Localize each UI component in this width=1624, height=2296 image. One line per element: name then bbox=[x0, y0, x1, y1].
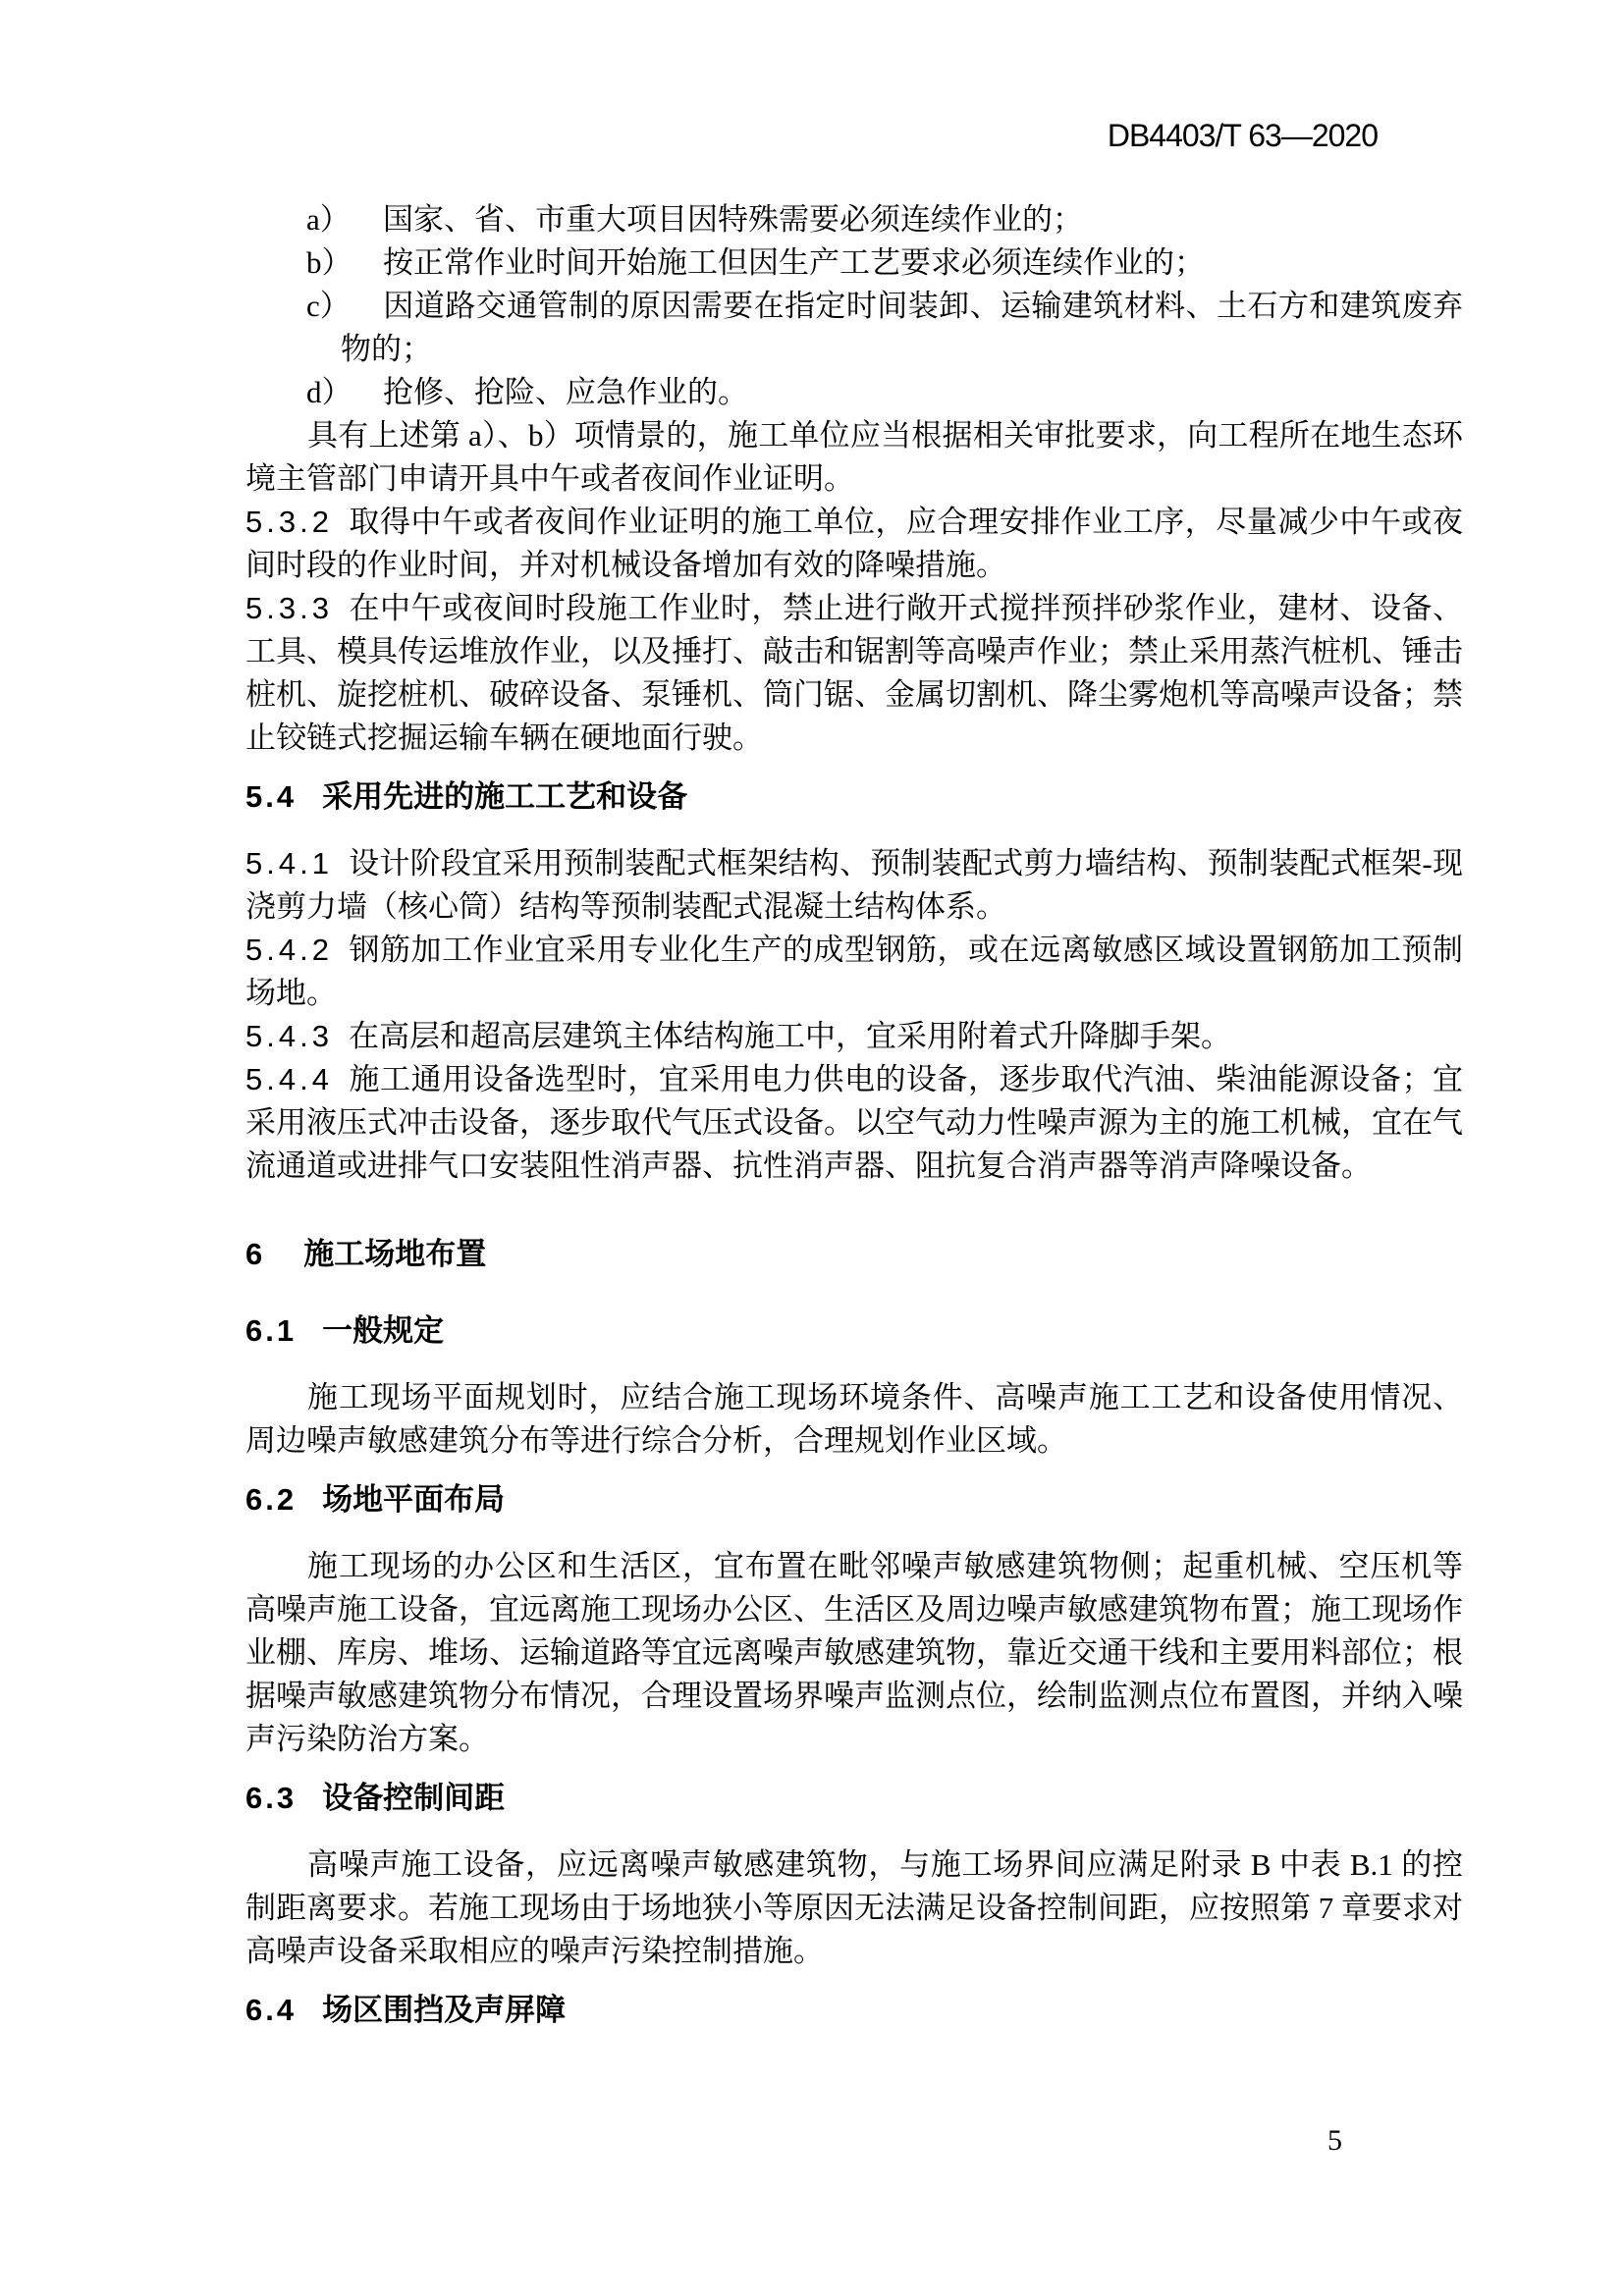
section-heading bbox=[245, 1478, 1463, 1522]
clause-text: 在中午或夜间时段施工作业时，禁止进行敞开式搅拌预拌砂浆作业，建材、设备、工具、模具传运堆放作业，以及捶打、敲击和锯割等高噪声作业；禁止采用蒸汽桩机、锤击桩机、旋挖桩机、破碎设备、泵锤机、筒门锯、金属切割机、降尘雾炮机等高噪声设备；禁止铰链式挖掘运输车辆在硬地面行驶。 bbox=[245, 591, 1463, 755]
clause-paragraph bbox=[245, 501, 1463, 587]
clause-paragraph bbox=[245, 842, 1463, 929]
clause-paragraph bbox=[245, 587, 1463, 760]
list-item bbox=[245, 198, 1463, 241]
section-title: 设备控制间距 bbox=[322, 1781, 506, 1815]
clause-number: 5.4.2 bbox=[245, 933, 333, 967]
section-number: 6.3 bbox=[245, 1781, 298, 1815]
section-title: 场区围挡及声屏障 bbox=[322, 1993, 567, 2027]
clause-number: 5.3.3 bbox=[245, 591, 333, 625]
clause-text: 钢筋加工作业宜采用专业化生产的成型钢筋，或在远离敏感区域设置钢筋加工预制场地。 bbox=[245, 933, 1463, 1010]
list-item-text: 国家、省、市重大项目因特殊需要必须连续作业的； bbox=[383, 202, 1083, 237]
list-item-label: c） bbox=[306, 289, 351, 323]
section-heading bbox=[245, 1309, 1463, 1353]
section-number: 6.1 bbox=[245, 1313, 298, 1348]
section-title: 采用先进的施工工艺和设备 bbox=[322, 779, 688, 814]
chapter-number: 6 bbox=[245, 1237, 263, 1271]
section-number: 6.4 bbox=[245, 1993, 298, 2027]
section-title: 一般规定 bbox=[322, 1313, 445, 1348]
list-item-label: d） bbox=[306, 375, 352, 409]
list-item bbox=[245, 285, 1463, 371]
document-body bbox=[245, 0, 1463, 2056]
section-heading bbox=[245, 775, 1463, 819]
section-heading bbox=[245, 1989, 1463, 2032]
list-item bbox=[245, 241, 1463, 285]
list-item-text: 因道路交通管制的原因需要在指定时间装卸、运输建筑材料、土石方和建筑废弃物的； bbox=[341, 289, 1463, 366]
list-item-label: a） bbox=[306, 202, 351, 237]
clause-number: 5.3.2 bbox=[245, 505, 333, 539]
chapter-title: 施工场地布置 bbox=[303, 1237, 487, 1271]
page-number: 5 bbox=[1327, 2124, 1342, 2157]
clause-number: 5.4.3 bbox=[245, 1019, 333, 1053]
paragraph: 高噪声施工设备，应远离噪声敏感建筑物，与施工场界间应满足附录 B 中表 B.1 的控制距离要求。若施工现场由于场地狭小等原因无法满足设备控制间距，应按照第 7 章要求对高噪声设备采取相应的噪声污染控制措施。 bbox=[245, 1847, 1463, 1968]
paragraph: 具有上述第 a）、b）项情景的，施工单位应当根据相关审批要求，向工程所在地生态环境主管部门申请开具中午或者夜间作业证明。 bbox=[245, 418, 1463, 496]
list-item-text: 按正常作业时间开始施工但因生产工艺要求必须连续作业的； bbox=[383, 245, 1205, 280]
list-item bbox=[245, 371, 1463, 414]
paragraph: 施工现场的办公区和生活区，宜布置在毗邻噪声敏感建筑物侧；起重机械、空压机等高噪声施工设备，宜远离施工现场办公区、生活区及周边噪声敏感建筑物布置；施工现场作业棚、库房、堆场、运输道路等宜远离噪声敏感建筑物，靠近交通干线和主要用料部位；根据噪声敏感建筑物分布情况，合理设置场界噪声监测点位，绘制监测点位布置图，并纳入噪声污染防治方案。 bbox=[245, 1549, 1463, 1756]
clause-text: 设计阶段宜采用预制装配式框架结构、预制装配式剪力墙结构、预制装配式框架-现浇剪力墙（核心筒）结构等预制装配式混凝土结构体系。 bbox=[245, 846, 1463, 924]
paragraph: 施工现场平面规划时，应结合施工现场环境条件、高噪声施工工艺和设备使用情况、周边噪声敏感建筑分布等进行综合分析，合理规划作业区域。 bbox=[245, 1380, 1463, 1458]
clause-paragraph bbox=[245, 929, 1463, 1015]
section-heading bbox=[245, 1777, 1463, 1820]
section-title: 场地平面布局 bbox=[322, 1482, 506, 1517]
chapter-heading bbox=[245, 1233, 1463, 1276]
clause-paragraph bbox=[245, 1015, 1463, 1058]
list-item-text: 抢修、抢险、应急作业的。 bbox=[383, 375, 748, 409]
list-item-label: b） bbox=[306, 245, 352, 280]
clause-text: 施工通用设备选型时，宜采用电力供电的设备，逐步取代汽油、柴油能源设备；宜采用液压式冲击设备，逐步取代气压式设备。以空气动力性噪声源为主的施工机械，宜在气流通道或进排气口安装阻性消声器、抗性消声器、阻抗复合消声器等消声降噪设备。 bbox=[245, 1062, 1463, 1183]
clause-number: 5.4.4 bbox=[245, 1062, 333, 1096]
document-number-header: DB4403/T 63—2020 bbox=[1107, 118, 1378, 153]
clause-number: 5.4.1 bbox=[245, 846, 333, 881]
section-number: 5.4 bbox=[245, 779, 298, 814]
clause-text: 取得中午或者夜间作业证明的施工单位，应合理安排作业工序，尽量减少中午或夜间时段的作业时间，并对机械设备增加有效的降噪措施。 bbox=[245, 505, 1463, 582]
section-number: 6.2 bbox=[245, 1482, 298, 1517]
clause-text: 在高层和超高层建筑主体结构施工中，宜采用附着式升降脚手架。 bbox=[348, 1019, 1231, 1053]
clause-paragraph bbox=[245, 1058, 1463, 1188]
